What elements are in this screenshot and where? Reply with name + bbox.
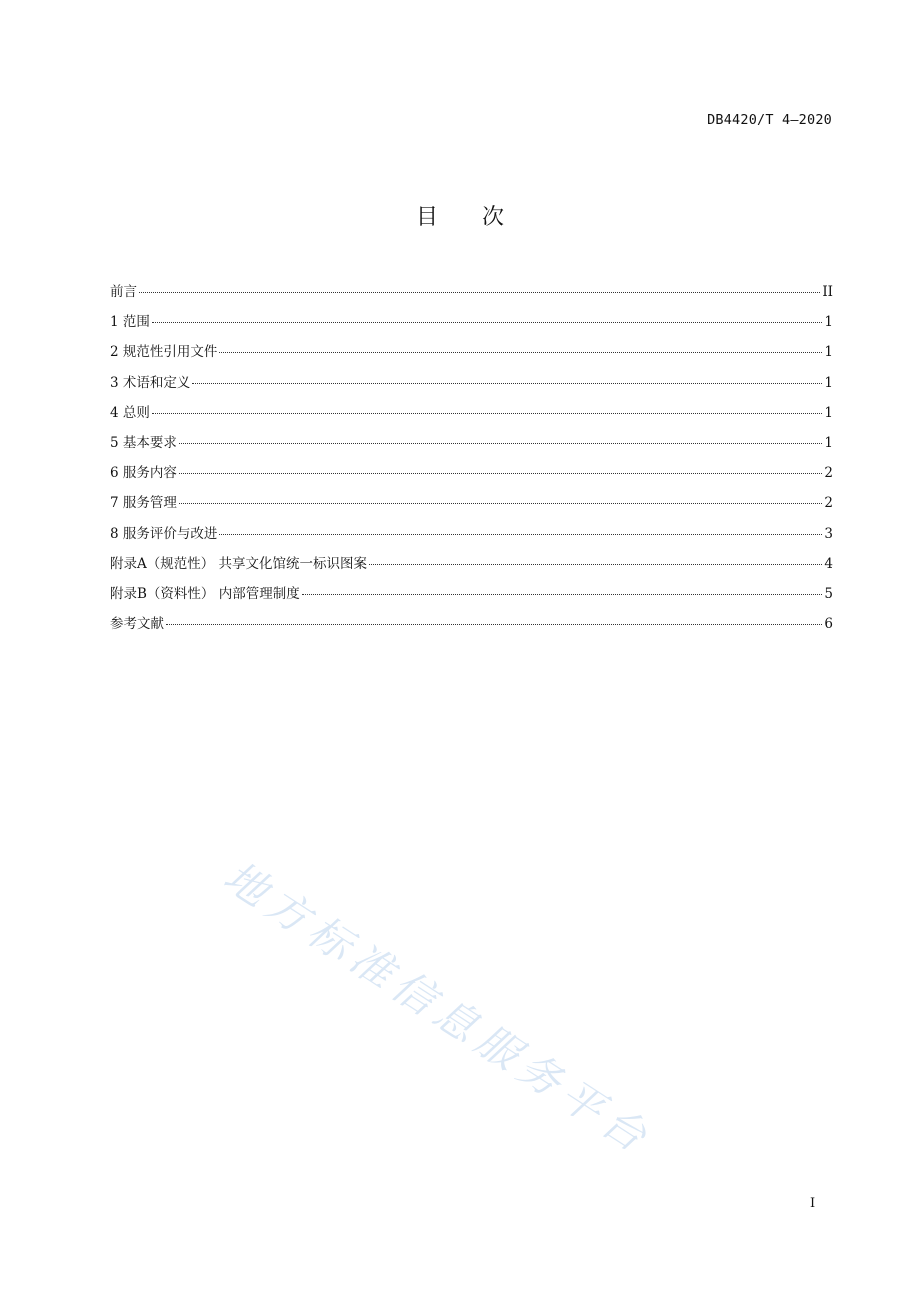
toc-entry-service-management[interactable]: [110, 488, 833, 518]
toc-entry-appendix-a[interactable]: [110, 549, 833, 579]
page-number: I: [810, 1196, 816, 1211]
toc-entry-page: 1: [824, 374, 833, 391]
toc-entry-label: 5 基本要求: [110, 434, 177, 451]
toc-entry-page: 1: [824, 434, 833, 451]
toc-entry-page: 6: [824, 616, 833, 633]
dot-leader: [179, 472, 823, 474]
toc-title: [0, 200, 920, 231]
toc-entry-label: 3 术语和定义: [110, 374, 191, 391]
toc-entry-label: 附录B（资料性） 内部管理制度: [110, 585, 300, 602]
dot-leader: [219, 533, 822, 535]
toc-entry-label: 7 服务管理: [110, 495, 177, 512]
toc-title-char-2: 次: [482, 205, 505, 230]
table-of-contents: [110, 277, 833, 639]
toc-entry-service-evaluation[interactable]: [110, 519, 833, 549]
toc-entry-label: 附录A（规范性） 共享文化馆统一标识图案: [110, 555, 368, 572]
toc-entry-terms-definitions[interactable]: [110, 368, 833, 398]
dot-leader: [302, 593, 823, 595]
toc-entry-label: 前言: [110, 284, 137, 300]
toc-entry-label: 参考文献: [110, 616, 164, 633]
dot-leader: [369, 563, 822, 565]
toc-entry-basic-requirements[interactable]: [110, 428, 833, 458]
document-code: DB4420/T 4—2020: [707, 112, 832, 128]
toc-entry-label: 8 服务评价与改进: [110, 525, 218, 542]
toc-entry-page: 5: [824, 585, 833, 602]
watermark: 地方标准信息服务平台: [215, 851, 662, 1165]
toc-entry-label: 6 服务内容: [110, 465, 177, 482]
toc-entry-label: 4 总则: [110, 404, 150, 421]
toc-entry-page: 3: [824, 525, 833, 542]
toc-entry-page: 2: [824, 465, 833, 482]
dot-leader: [152, 321, 823, 323]
toc-entry-label: 2 规范性引用文件: [110, 344, 218, 361]
toc-entry-bibliography[interactable]: [110, 609, 833, 639]
dot-leader: [192, 382, 822, 384]
dot-leader: [219, 351, 822, 353]
toc-entry-label: 1 范围: [110, 314, 150, 331]
dot-leader: [179, 442, 823, 444]
toc-entry-page: 4: [824, 555, 833, 572]
toc-entry-scope[interactable]: [110, 307, 833, 337]
toc-entry-foreword[interactable]: [110, 277, 833, 307]
dot-leader: [166, 623, 822, 625]
dot-leader: [152, 412, 823, 414]
dot-leader: [139, 291, 820, 293]
dot-leader: [179, 502, 823, 504]
toc-entry-page: II: [822, 284, 833, 300]
toc-entry-page: 2: [824, 495, 833, 512]
toc-entry-service-content[interactable]: [110, 458, 833, 488]
toc-entry-normative-references[interactable]: [110, 337, 833, 367]
toc-entry-page: 1: [824, 314, 833, 331]
toc-entry-page: 1: [824, 404, 833, 421]
toc-entry-general[interactable]: [110, 398, 833, 428]
toc-entry-page: 1: [824, 344, 833, 361]
toc-title-char-1: 目: [415, 205, 438, 230]
toc-entry-appendix-b[interactable]: [110, 579, 833, 609]
